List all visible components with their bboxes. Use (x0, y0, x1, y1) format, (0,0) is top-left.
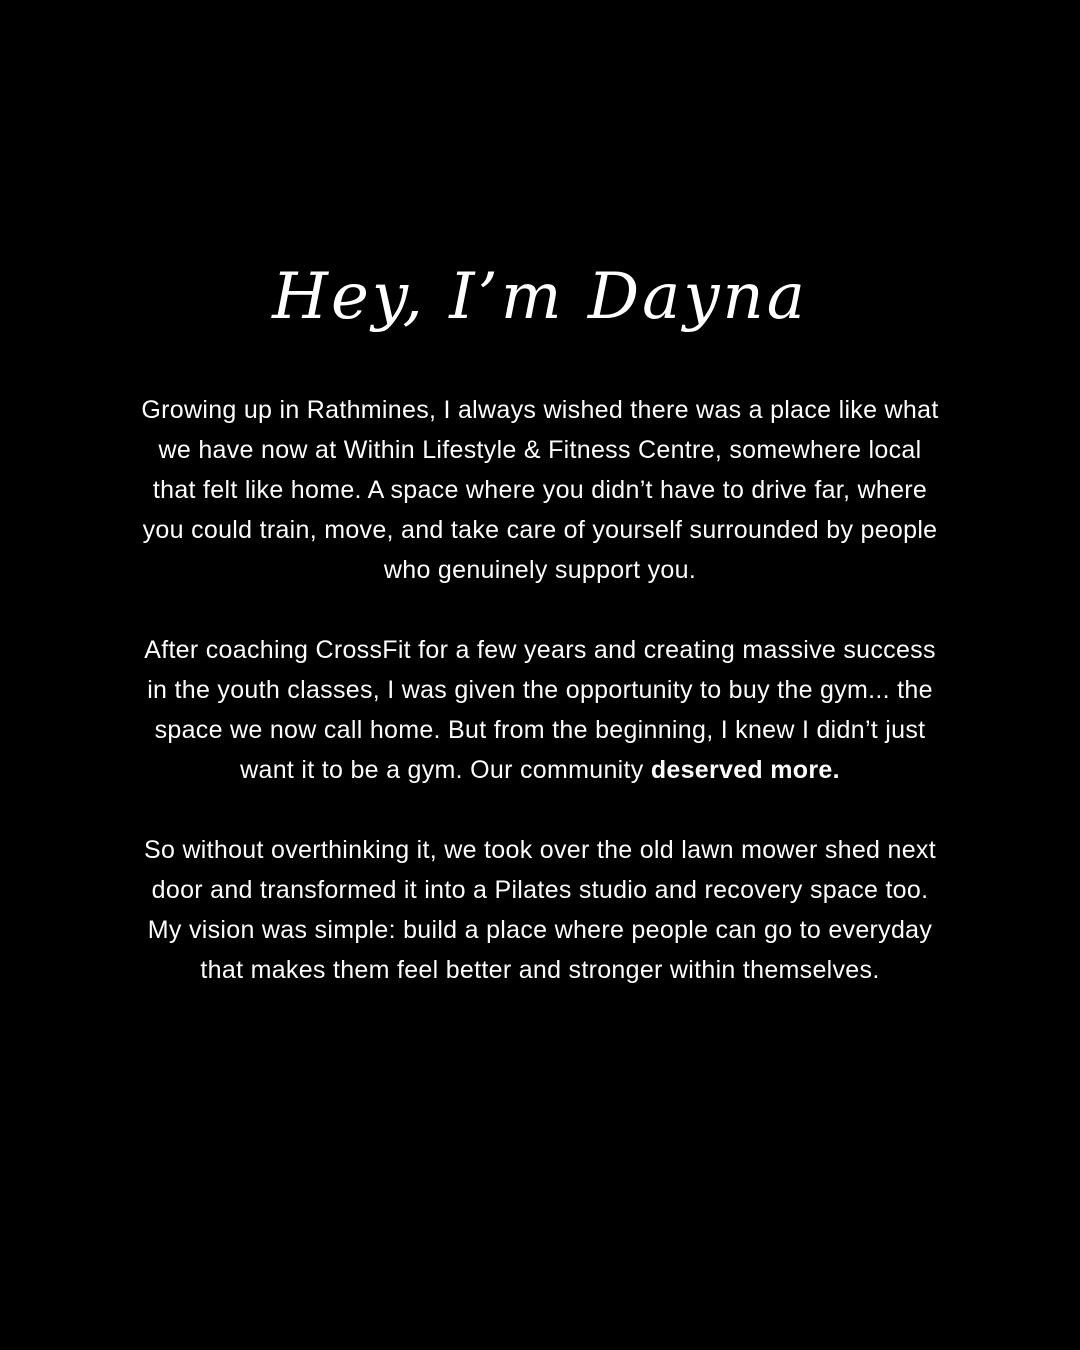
paragraph-intro (60, 390, 1020, 590)
paragraph-vision (60, 830, 1020, 990)
body-line: in the youth classes, I was given the opportunity to buy the gym... the (147, 676, 933, 704)
body-line: Growing up in Rathmines, I always wished there was a place like what (141, 396, 939, 424)
body-line: who genuinely support you. (383, 556, 697, 584)
bold-emphasis: deserved more. (650, 756, 840, 784)
body-line: After coaching CrossFit for a few years and creating massive success (144, 636, 936, 664)
post-heading: Hey, I’m Dayna (272, 260, 808, 334)
paragraph-gym-story (60, 630, 1020, 790)
post-body (60, 390, 1020, 990)
body-line: My vision was simple: build a place where people can go to everyday (147, 916, 933, 944)
body-line-with-emphasis (60, 750, 1020, 790)
body-line: that makes them feel better and stronger within themselves. (200, 956, 880, 984)
body-line: we have now at Within Lifestyle & Fitness Centre, somewhere local (158, 436, 922, 464)
body-line: that felt like home. A space where you didn’t have to drive far, where (152, 476, 928, 504)
body-line: door and transformed it into a Pilates studio and recovery space too. (151, 876, 929, 904)
body-line: So without overthinking it, we took over the old lawn mower shed next (144, 836, 936, 864)
body-line: you could train, move, and take care of yourself surrounded by people (142, 516, 938, 544)
body-line-prefix: want it to be a gym. Our community (240, 756, 651, 784)
body-line: space we now call home. But from the beginning, I knew I didn’t just (154, 716, 926, 744)
